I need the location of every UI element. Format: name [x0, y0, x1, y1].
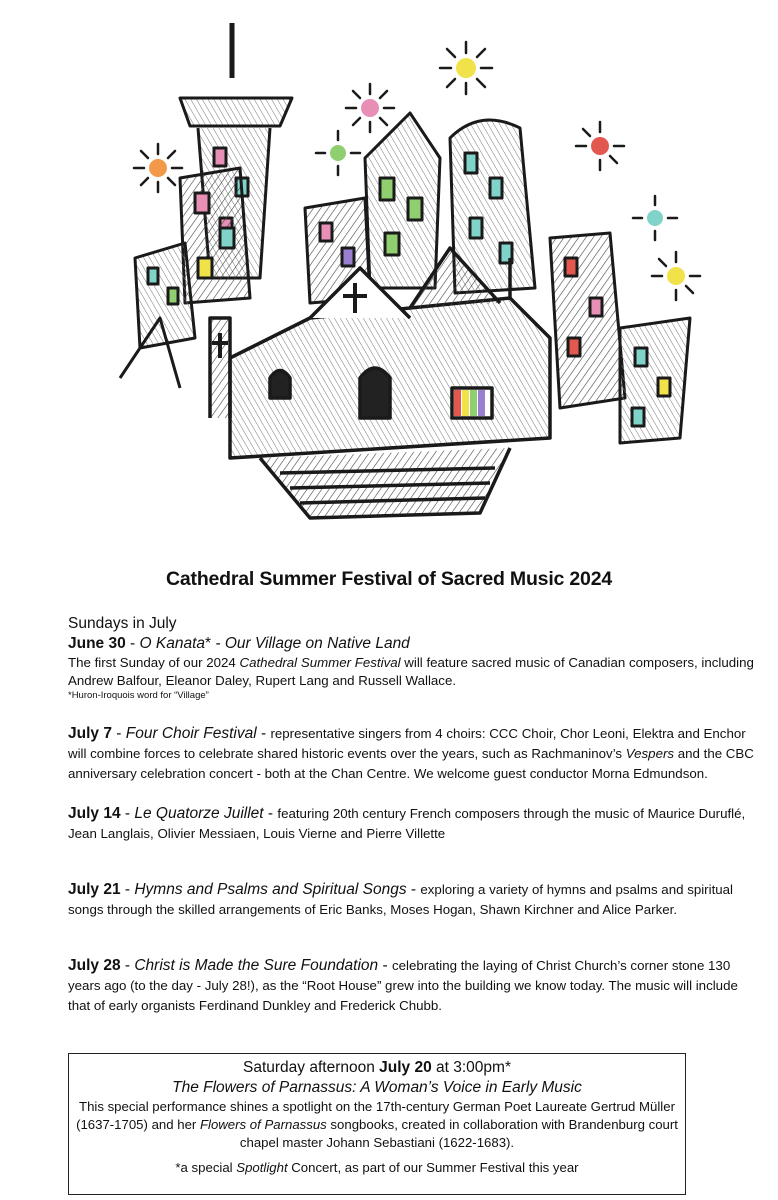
event-date: July 14 [68, 805, 121, 822]
event-july-7: July 7 - Four Choir Festival - representative singers from 4 choirs: CCC Choir, Chor Leoni, Elektra and Enchor will combine forces to celebrate shared historic events over the years, such as Rachmaninov’s Vespers and the CBC anniversary celebration concert - both at the Chan Centre. We welcome guest conductor Morna Edmundson. [68, 725, 754, 781]
spotlight-description: This special performance shines a spotlight on the 17th-century German Poet Laureate Gertrud Müller (1637-1705) and her Flowers of Parnassus songbooks, created in collaboration with Brandenburg court chapel master Johann Sebastiani (1622-1683). [76, 1099, 678, 1150]
spotlight-note: *a special Spotlight Concert, as part of our Summer Festival this year [175, 1160, 579, 1175]
event-name: Le Quatorze Juillet [134, 805, 264, 822]
page-title: Cathedral Summer Festival of Sacred Music 2024 [166, 568, 612, 590]
event-july-21: July 21 - Hymns and Psalms and Spiritual Songs - exploring a variety of hymns and psalms and spiritual songs through the skilled arrangements of Eric Banks, Moses Hogan, Shawn Kirchner and Alice Parker. [68, 881, 734, 917]
event-name: Christ is Made the Sure Foundation [134, 957, 379, 974]
event-name: O Kanata [139, 635, 206, 652]
program-list [68, 614, 758, 1016]
spotlight-box [68, 1053, 686, 1195]
event-date: July 7 [68, 725, 112, 742]
event-june-30: June 30 - O Kanata* - Our Village on Native Land The first Sunday of our 2024 Cathedral Summer Festival will feature sacred music of Canadian composers, including Andrew Balfour, Eleanor Daley, Rupert Lang and Russell Wallace. *Huron-Iroquois word for “Village” [68, 634, 758, 702]
footnote: *Huron-Iroquois word for “Village” [68, 690, 209, 701]
spotlight-date-line: Saturday afternoon July 20 at 3:00pm* [243, 1059, 511, 1076]
event-name: Four Choir Festival [125, 725, 257, 742]
intro-text: Sundays in July [68, 615, 177, 632]
event-july-28: July 28 - Christ is Made the Sure Foundation - celebrating the laying of Christ Church’s corner stone 130 years ago (to the day - July 28!), as the “Root House” grew into the building we know today. The music will include that of early organists Ferdinand Dunkley and Frederick Chubb. [68, 957, 738, 1013]
event-description: The first Sunday of our 2024 Cathedral Summer Festival will feature sacred music of Canadian composers, including Andrew Balfour, Eleanor Daley, Rupert Lang and Russell Wallace. [68, 655, 754, 688]
event-name: Hymns and Psalms and Spiritual Songs [134, 881, 407, 898]
event-date: July 28 [68, 957, 121, 974]
event-date: June 30 [68, 635, 126, 652]
cathedral-illustration [80, 18, 720, 538]
event-july-14: July 14 - Le Quatorze Juillet - featuring 20th century French composers through the music of Maurice Duruflé, Jean Langlais, Olivier Messiaen, Louis Vierne and Pierre Villette [68, 805, 746, 841]
spotlight-title: The Flowers of Parnassus: A Woman’s Voice in Early Music [172, 1079, 582, 1096]
event-date: July 21 [68, 881, 121, 898]
